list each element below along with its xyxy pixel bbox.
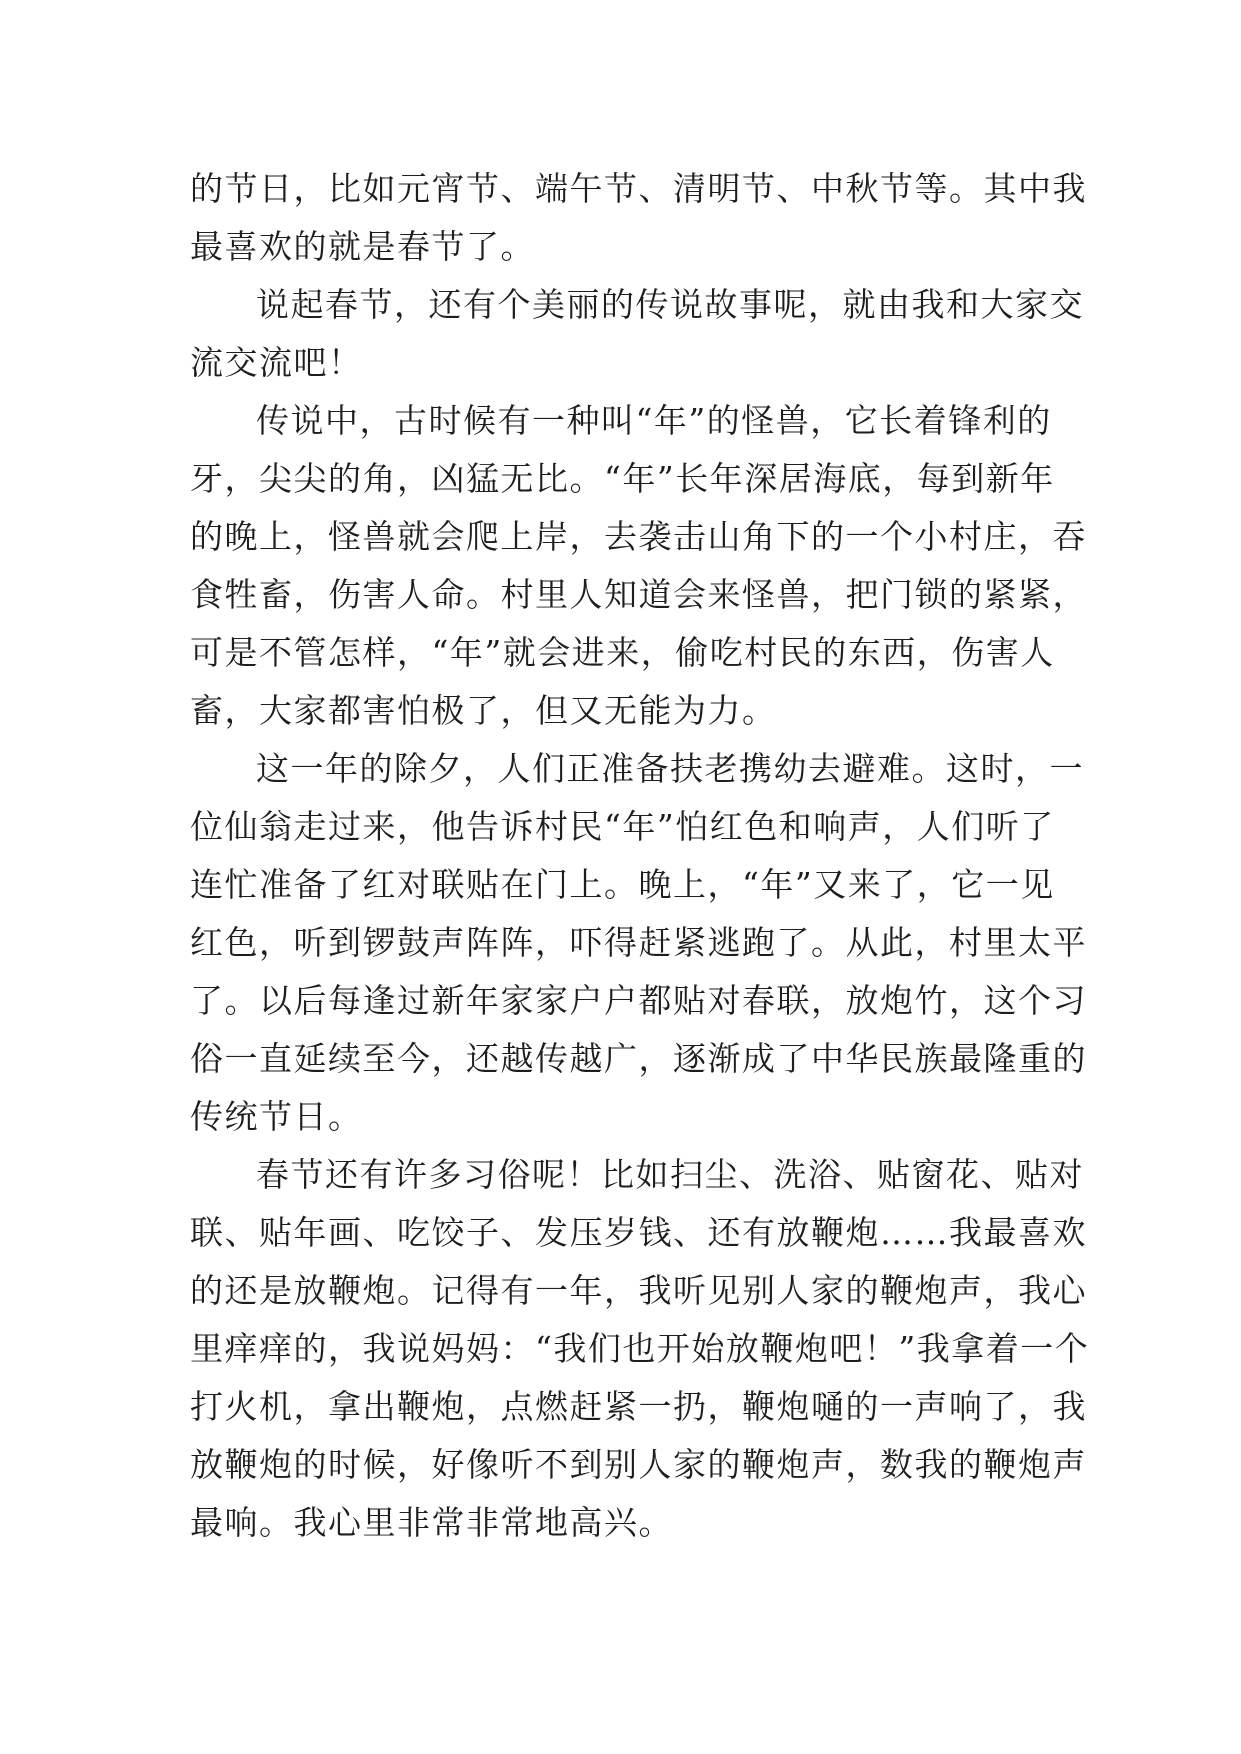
text-line: 放鞭炮的时候，好像听不到别人家的鞭炮声，数我的鞭炮声	[190, 1445, 1087, 1484]
paragraph-start-line: 这一年的除夕，人们正准备扶老携幼去避难。这时，一	[256, 749, 1084, 788]
text-line: 的节日，比如元宵节、端午节、清明节、中秋节等。其中我	[190, 169, 1087, 208]
text-line: 食牲畜，伤害人命。村里人知道会来怪兽，把门锁的紧紧，	[190, 575, 1087, 614]
text-line: 联、贴年画、吃饺子、发压岁钱、还有放鞭炮……我最喜欢	[190, 1213, 1087, 1252]
text-line: 畜，大家都害怕极了，但又无能为力。	[190, 691, 777, 730]
text-line: 打火机，拿出鞭炮，点燃赶紧一扔，鞭炮嗵的一声响了，我	[190, 1387, 1087, 1426]
text-line: 最喜欢的就是春节了。	[190, 227, 535, 266]
text-line: 了。以后每逢过新年家家户户都贴对春联，放炮竹，这个习	[190, 981, 1087, 1020]
paragraph-start-line: 传说中，古时候有一种叫“年”的怪兽，它长着锋利的	[256, 401, 1052, 440]
paragraph-start-line: 春节还有许多习俗呢！比如扫尘、洗浴、贴窗花、贴对	[256, 1155, 1084, 1194]
text-line: 牙，尖尖的角，凶猛无比。“年”长年深居海底，每到新年	[190, 459, 1055, 498]
text-line: 位仙翁走过来，他告诉村民“年”怕红色和响声，人们听了	[190, 807, 1055, 846]
text-line: 红色，听到锣鼓声阵阵，吓得赶紧逃跑了。从此，村里太平	[190, 923, 1087, 962]
text-line: 俗一直延续至今，还越传越广，逐渐成了中华民族最隆重的	[190, 1039, 1087, 1078]
text-line: 里痒痒的，我说妈妈：“我们也开始放鞭炮吧！”我拿着一个	[190, 1329, 1090, 1368]
text-line: 传统节日。	[190, 1097, 363, 1136]
text-line: 的晚上，怪兽就会爬上岸，去袭击山角下的一个小村庄，吞	[190, 517, 1087, 556]
paragraph-start-line: 说起春节，还有个美丽的传说故事呢，就由我和大家交	[256, 285, 1084, 324]
text-line: 最响。我心里非常非常地高兴。	[190, 1503, 673, 1542]
text-line: 连忙准备了红对联贴在门上。晚上，“年”又来了，它一见	[190, 865, 1055, 904]
text-line: 的还是放鞭炮。记得有一年，我听见别人家的鞭炮声，我心	[190, 1271, 1087, 1310]
document-body	[190, 160, 1090, 1552]
text-line: 可是不管怎样，“年”就会进来，偷吃村民的东西，伤害人	[190, 633, 1055, 672]
text-line: 流交流吧！	[190, 343, 363, 382]
